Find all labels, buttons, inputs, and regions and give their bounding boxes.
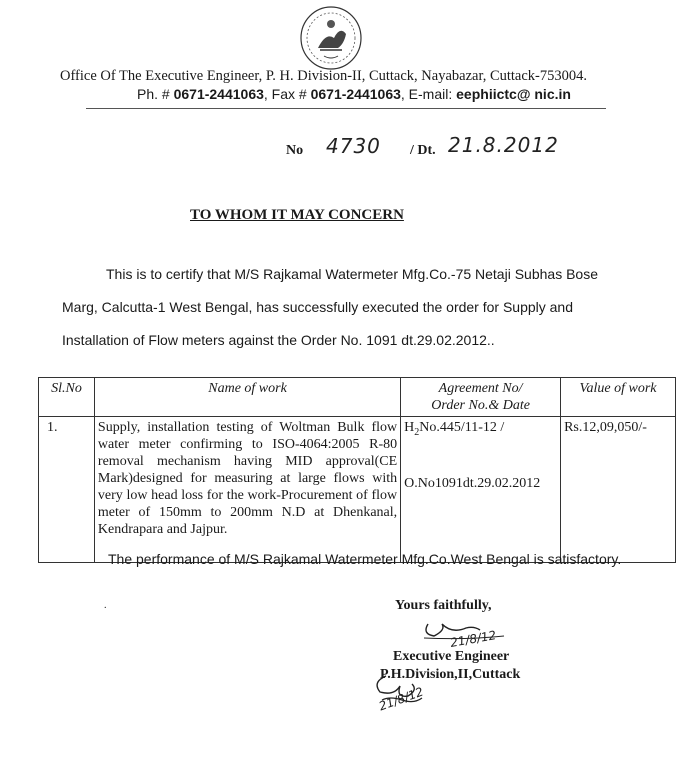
header-value-of-work: Value of work (561, 378, 676, 417)
table-header-row (39, 378, 676, 417)
email-address: eephiictc@ nic.in (456, 86, 571, 102)
closing-salutation: Yours faithfully, (395, 598, 492, 613)
header-agreement-line1: Agreement No/ (438, 381, 523, 396)
cell-name-of-work: Supply, installation testing of Woltman Bulk flow water meter confirming to ISO-4064:2005 R-80 removal mechanism having MID approval(CE Mark)designed for measuring at large flows with very low head loss for the work-Procurement of flow meter of 150mm to 200mm N.D at Dhenkanal, Kendrapara and Jajpur. (94, 417, 400, 563)
performance-statement: The performance of M/S Rajkamal Watermeter Mfg.Co.West Bengal is satisfactory. (108, 551, 622, 567)
email-label: , E-mail: (400, 86, 453, 102)
reference-no-handwritten: 4730 (326, 134, 381, 158)
document-heading: TO WHOM IT MAY CONCERN (190, 207, 404, 223)
signatory-designation: Executive Engineer (393, 649, 510, 664)
table-row (39, 417, 676, 563)
phone-number: 0671-2441063 (173, 86, 264, 102)
header-name-of-work: Name of work (94, 378, 400, 417)
fax-label: , Fax # (263, 86, 307, 102)
contact-line (137, 86, 571, 102)
certificate-text: This is to certify that M/S Rajkamal Watermeter Mfg.Co.-75 Netaji Subhas Bose Marg, Calcutta-1 West Bengal, has successfully executed the order for Supply and Installation of Flow meters against the Order No. 1091 dt.29.02.2012.. (62, 266, 598, 348)
header-agreement-line2: Order No.& Date (431, 398, 530, 413)
letterhead-divider (86, 108, 606, 109)
reference-date-handwritten: 21.8.2012 (448, 133, 559, 157)
stray-mark: . (104, 600, 107, 611)
reference-no-label: No (286, 143, 304, 158)
state-emblem-seal (296, 4, 366, 72)
agreement-number: $H_2No.445/11-12$ / (404, 420, 505, 438)
cell-agreement (401, 417, 561, 563)
cell-value-of-work: Rs.12,09,050/- (561, 417, 676, 563)
signature-date-1: 21/8/12 (449, 628, 498, 650)
signature-date-2: 21/8/12 (377, 684, 426, 714)
reference-date-label: / Dt. (410, 143, 436, 158)
works-table (38, 377, 676, 563)
signatory-office: P.H.Division,II,Cuttack (380, 667, 521, 682)
header-agreement (401, 378, 561, 417)
office-address-line: Office Of The Executive Engineer, P. H. Division-II, Cuttack, Nayabazar, Cuttack-753004. (60, 68, 587, 84)
fax-number: 0671-2441063 (310, 86, 401, 102)
header-slno: Sl.No (39, 378, 95, 417)
cell-slno: 1. (39, 417, 95, 563)
phone-label: Ph. # (137, 86, 170, 102)
certificate-paragraph (62, 258, 630, 357)
order-number: O.No1091dt.29.02.2012 (404, 475, 541, 491)
